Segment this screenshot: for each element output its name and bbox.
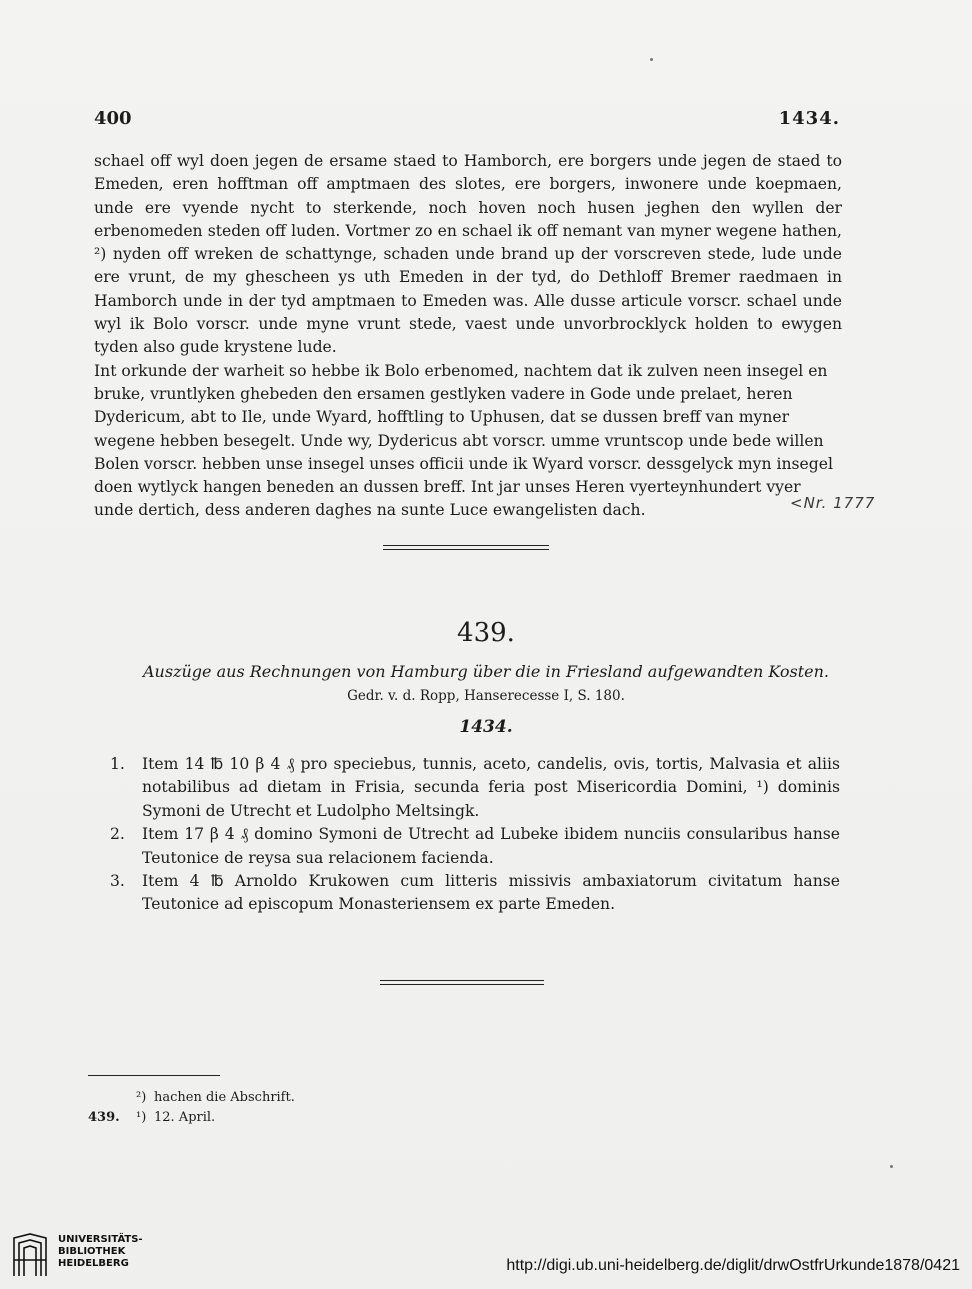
scan-speck — [650, 58, 653, 61]
item-number: 2. — [110, 825, 125, 844]
document-year: 1434. — [459, 717, 513, 737]
library-name-line: HEIDELBERG — [58, 1258, 129, 1269]
list-item — [110, 823, 840, 870]
item-text: Item 4 ℔ Arnoldo Krukowen cum litteris missivis ambaxiatorum civitatum hanse Teutonice ad episcopum Monasteriensem ex parte Emeden. — [142, 872, 840, 914]
footnote-mark: ²) — [136, 1090, 147, 1105]
body-paragraph: Int orkunde der warheit so hebbe ik Bolo erbenomed, nachtem dat ik zulven neen insegel en bruke, vruntlyken ghebeden den ersamen gestlyken vadere in Gode unde prelaet, heren Dydericum, abt to Ile, unde Wyard, hofftling to Uphusen, dat se dussen breff van myner wegene hebben besegelt. Unde wy, Dydericus abt vorscr. umme vruntscop unde bede willen Bolen vorscr. hebben unse insegel unses officii unde ik Wyard vorscr. dessgelyck myn insegel doen wytlyck hangen beneden an dussen breff. Int jar unses Heren vyerteynhundert vyer unde dertich, dess anderen daghes na sunte Luce ewangelisten dach. — [94, 361, 833, 520]
body-paragraph: schael off wyl doen jegen de ersame staed to Hamborch, ere borgers unde jegen de staed to Emeden, eren hofftman off amptmaen des slotes, ere borgers, inwonere unde koepmaen, unde ere vyende nycht to sterkende, noch hoven noch husen jeghen den wyllen der erbenomeden steden off luden. Vortmer zo en schael ik off nemant van myner wegene hathen, ²) nyden off wreken de schattynge, schaden unde brand up der vorscreven stede, lude unde ere vrunt, de my ghescheen ys uth Emeden in der tyd, do Dethloff Bremer raedmaen in Hamborch unde in der tyd amptmaen to Emeden was. Alle dusse articule vorscr. schael unde wyl ik Bolo vorscr. unde myne vrunt stede, vaest unde unvorbrocklyck holden to ewygen tyden also gude krystene lude. — [94, 152, 842, 357]
footnote-doc-number: 439. — [88, 1110, 120, 1125]
section-divider — [380, 980, 544, 981]
footnote-text: hachen die Abschrift. — [154, 1090, 295, 1105]
running-head-year: 1434. — [778, 108, 840, 129]
section-divider — [383, 545, 549, 546]
item-text: Item 14 ℔ 10 β 4 ₰ pro speciebus, tunnis, aceto, candelis, ovis, tortis, Malvasia et aliis notabilibus ad dietam in Frisia, secunda feria post Misericordia Domini, ¹) dominis Symoni de Utrecht et Ludolpho Meltsingk. — [142, 755, 840, 820]
footnote-divider — [88, 1075, 220, 1076]
footnote-text: 12. April. — [154, 1110, 216, 1125]
library-emblem-icon — [10, 1232, 50, 1278]
item-text: Item 17 β 4 ₰ domino Symoni de Utrecht ad Lubeke ibidem nunciis consularibus hanse Teutonice de reysa sua relacionem facienda. — [142, 825, 840, 867]
document-source: Gedr. v. d. Ropp, Hanserecesse I, S. 180. — [347, 688, 625, 704]
item-number: 1. — [110, 755, 125, 773]
library-name — [58, 1234, 143, 1270]
document-number: 439. — [457, 618, 515, 648]
item-number: 3. — [110, 872, 125, 891]
handwritten-annotation: <Nr. 1777 — [790, 494, 876, 512]
library-name-line: BIBLIOTHEK — [58, 1246, 126, 1257]
list-item — [110, 870, 840, 917]
library-name-line: UNIVERSITÄTS- — [58, 1234, 143, 1245]
footnote-mark: ¹) — [136, 1110, 147, 1125]
item-list — [110, 753, 840, 917]
page-number: 400 — [94, 108, 132, 129]
scan-speck — [890, 1165, 893, 1168]
source-url-link[interactable]: http://digi.ub.uni-heidelberg.de/diglit/drwOstfrUrkunde1878/0421 — [506, 1257, 960, 1274]
document-body — [94, 150, 842, 523]
list-item — [110, 753, 840, 823]
document-title: Auszüge aus Rechnungen von Hamburg über die in Friesland aufgewandten Kosten. — [143, 662, 829, 681]
library-logo[interactable] — [10, 1232, 170, 1280]
